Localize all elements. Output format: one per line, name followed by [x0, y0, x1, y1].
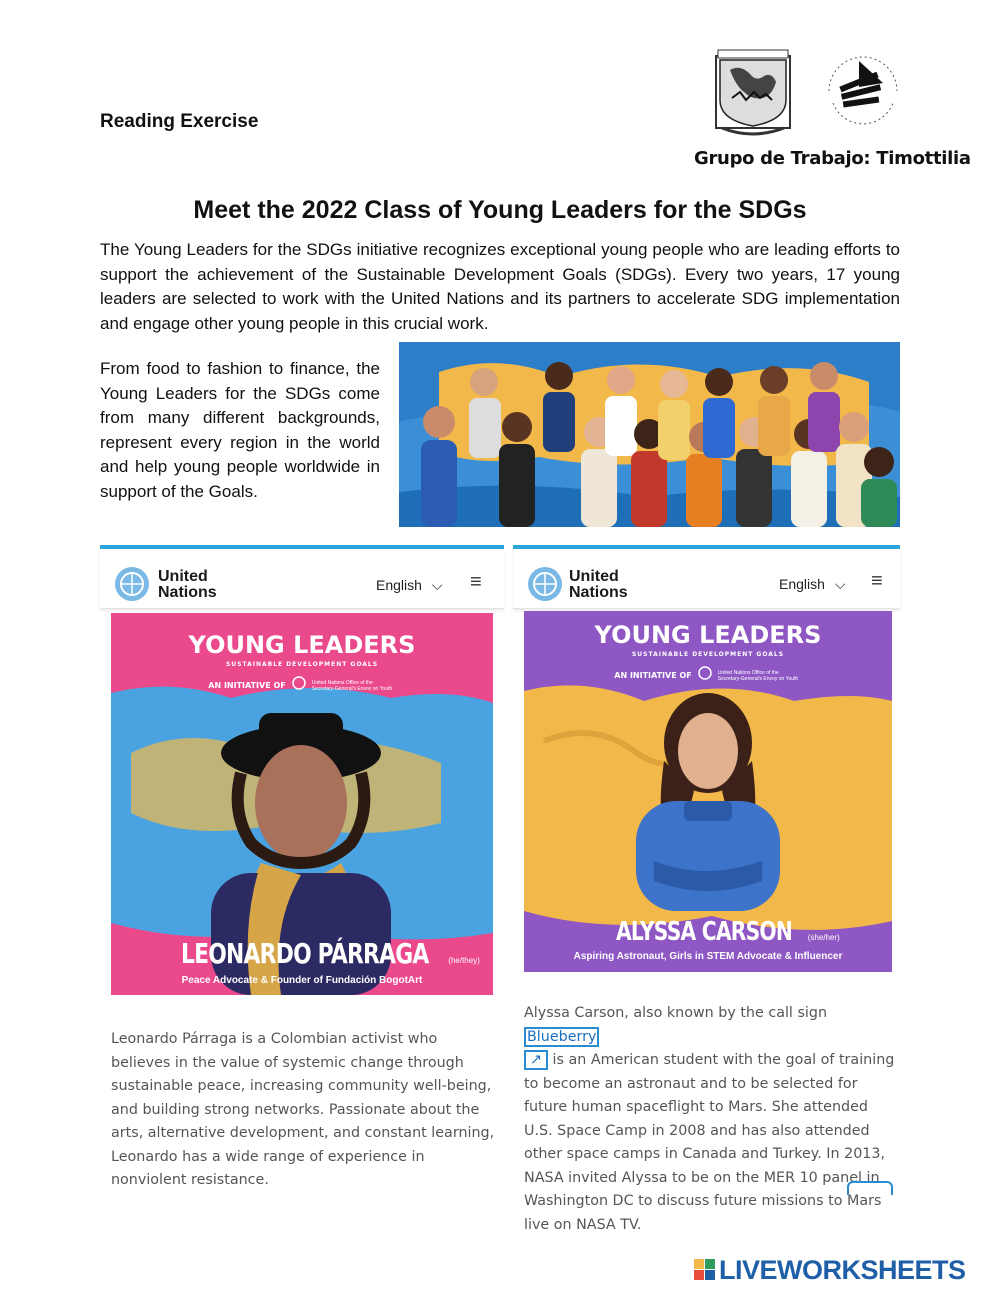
- chevron-down-icon: ⌵: [834, 576, 846, 592]
- office-label: United Nations Office of the Secretary-General's Envoy on Youth: [311, 679, 393, 692]
- banner-header: [111, 631, 493, 695]
- un-site-header: [513, 549, 900, 609]
- language-selector[interactable]: [779, 576, 845, 593]
- reading-exercise-label: Reading Exercise: [100, 111, 259, 132]
- banner-header: [524, 621, 892, 685]
- leonardo-profile-banner: [111, 613, 493, 995]
- language-selector[interactable]: [376, 577, 442, 594]
- language-label: English: [376, 577, 422, 593]
- initiative-label: AN INITIATIVE OF: [614, 671, 692, 680]
- office-label: United Nations Office of the Secretary-General's Envoy on Youth: [717, 669, 799, 682]
- un-emblem-icon: [292, 676, 306, 695]
- leader-pronouns: (she/her): [807, 933, 840, 942]
- backgrounds-paragraph: From food to fashion to finance, the Young Leaders for the SDGs come from many different backgrounds, represent every region in the world and help young people worldwide in support of the Goals.: [100, 359, 380, 501]
- leader-name: ALYSSA CARSON: [616, 917, 793, 947]
- initiative-row: [111, 676, 493, 695]
- un-logo-line1: United: [158, 568, 208, 585]
- initiative-row: [524, 666, 892, 685]
- young-leaders-title: YOUNG LEADERS: [188, 631, 416, 659]
- leader-bio: [524, 1002, 900, 1237]
- intro-paragraph: The Young Leaders for the SDGs initiative recognizes exceptional young people who are leading efforts to support the achievement of the Sustainable Development Goals (SDGs). Every two years, 17 young leaders are selected to work with the United Nations and its partners to accelerate SDG implementation and engage other young people in this crucial work.: [100, 240, 900, 333]
- un-logo-line1: United: [569, 568, 619, 585]
- cch-logo: [815, 43, 911, 139]
- un-logo-text[interactable]: [569, 569, 628, 601]
- chevron-down-icon: ⌵: [431, 577, 443, 593]
- sdg-subtitle: SUSTAINABLE DEVELOPMENT GOALS: [225, 661, 379, 668]
- un-emblem-icon[interactable]: [114, 566, 150, 607]
- leader-name: LEONARDO PÁRRAGA: [181, 937, 429, 970]
- leader-bio: Leonardo Párraga is a Colombian activist who believes in the value of systemic change through sustainable peace, increasing community well-being, and building strong networks. Passionate about the arts, alternative development, and constant learning, Leonardo has a wide range of experience in nonviolent resistance.: [111, 1031, 495, 1188]
- un-logo-text[interactable]: [158, 569, 217, 601]
- leader-card-leonardo: [100, 545, 504, 1188]
- liveworksheets-wordmark: LIVEWORKSHEETS: [719, 1254, 966, 1285]
- alyssa-profile-banner: [524, 611, 892, 972]
- un-logo-line2: Nations: [158, 584, 217, 601]
- hamburger-menu-icon[interactable]: ≡: [871, 570, 883, 592]
- leader-card-alyssa: [513, 545, 900, 1233]
- initiative-label: AN INITIATIVE OF: [208, 681, 286, 690]
- leader-name-row: [181, 937, 480, 970]
- language-label: English: [779, 576, 825, 592]
- liveworksheets-icon: [694, 1259, 716, 1281]
- bio-text-end: is an American student with the goal of training to become an astronaut and to be selected for future human spaceflight to Mars. She attended U.S. Space Camp in 2008 and has also attended other space camps in Canada and Turkey. In 2013, NASA invited Alyssa to be on the MER 10 panel in Washington DC to discuss future missions to Mars live on NASA TV.: [524, 1052, 895, 1233]
- unam-crest-logo: [712, 48, 794, 138]
- leader-pronouns: (he/they): [448, 956, 480, 965]
- liveworksheets-logo[interactable]: [694, 1255, 966, 1285]
- leader-name-row: [616, 917, 840, 947]
- work-group-label: Grupo de Trabajo: Timottilia: [694, 148, 971, 169]
- leader-role: Aspiring Astronaut, Girls in STEM Advocate & Influencer: [573, 951, 843, 962]
- young-leaders-title: YOUNG LEADERS: [594, 621, 822, 649]
- bio-text-start: Alyssa Carson, also known by the call sign: [524, 1005, 827, 1021]
- un-emblem-icon[interactable]: [527, 566, 563, 607]
- un-site-header: [100, 549, 504, 609]
- un-logo-line2: Nations: [569, 584, 628, 601]
- scroll-to-top-button[interactable]: [847, 1181, 893, 1195]
- un-emblem-icon: [698, 666, 712, 685]
- young-leaders-group-photo: [399, 342, 900, 527]
- hamburger-menu-icon[interactable]: ≡: [470, 571, 482, 593]
- blueberry-link[interactable]: Blueberry: [524, 1027, 599, 1047]
- external-link-icon[interactable]: ↗: [524, 1050, 548, 1070]
- leader-role: Peace Advocate & Founder of Fundación BogotArt: [181, 975, 423, 986]
- sdg-subtitle: SUSTAINABLE DEVELOPMENT GOALS: [631, 651, 785, 658]
- article-title: Meet the 2022 Class of Young Leaders for the SDGs: [193, 196, 807, 224]
